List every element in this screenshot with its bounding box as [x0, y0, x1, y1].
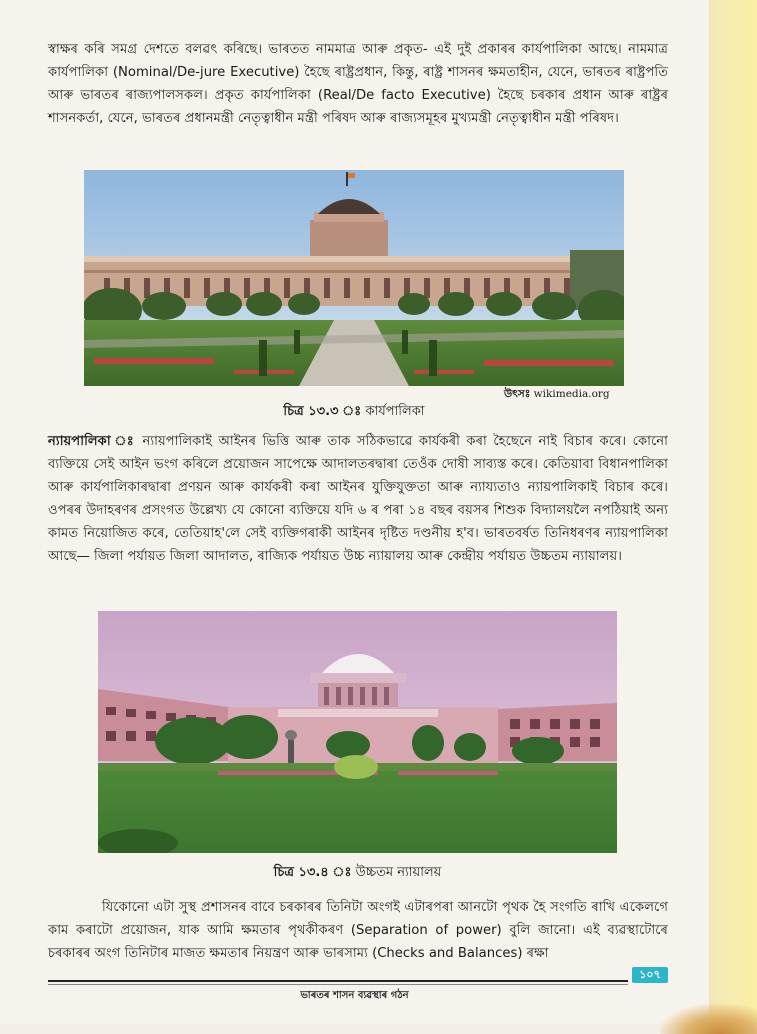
source-label: উৎসঃ: [504, 388, 531, 400]
running-footer: ভাৰতৰ শাসন ব্যৱস্থাৰ গঠন: [300, 990, 409, 1001]
photo-supreme-court: [98, 611, 617, 853]
page-number: ১০৭: [632, 967, 668, 983]
paragraph-executive: স্বাক্ষৰ কৰি সমগ্ৰ দেশতে বলৱৎ কৰিছে। ভাৰতত নামমাত্ৰ আৰু প্ৰকৃত- এই দুই প্ৰকাৰৰ কাৰ্যপালিকা আছে। নামমাত্ৰ কাৰ্যপালিকা (Nominal/De-jure Executive) হৈছে ৰাষ্ট্ৰপ্ৰধান, কিন্তু, ৰাষ্ট্ৰ শাসনৰ ক্ষমতাহীন, যেনে, ভাৰতৰ ৰাষ্ট্ৰপতি আৰু ভাৰতৰ ৰাজ্যপালসকল। প্ৰকৃত কাৰ্যপালিকা (Real/De facto Executive) হৈছে চৰকাৰ প্ৰধান আৰু ৰাষ্ট্ৰৰ শাসনকৰ্তা, যেনে, ভাৰতৰ প্ৰধানমন্ত্ৰী নেতৃত্বাধীন মন্ত্ৰী পৰিষদ আৰু ৰাজ্যসমূহৰ মুখ্যমন্ত্ৰী নেতৃত্বাধীন মন্ত্ৰী পৰিষদ।: [48, 42, 668, 126]
page-edge: [709, 0, 757, 1024]
figure-label-1: চিত্ৰ ১৩.৩ ঃ: [283, 404, 362, 419]
page-corner-shadow: [660, 1004, 757, 1034]
source-text: wikimedia.org: [530, 388, 610, 400]
figure-title-1: কাৰ্যপালিকা: [361, 404, 425, 419]
footer-divider-thin: [48, 984, 628, 985]
figure-caption-2: [98, 863, 617, 884]
figure-caption-1: [84, 402, 624, 423]
figure-title-2: উচ্চতম ন্যায়ালয়: [351, 865, 442, 880]
paragraph-separation-of-power: যিকোনো এটা সুস্থ প্ৰশাসনৰ বাবে চৰকাৰৰ তিনিটা অংগই এটাৰপৰা আনটো পৃথক হৈ সংগতি ৰাখি একেলগে কাম কৰাটো প্ৰয়োজন, যাক আমি ক্ষমতাৰ পৃথকীকৰণ (Separation of power) বুলি জানো। এই ব্যৱস্থাটোৰে চৰকাৰৰ অংগ তিনিটাৰ মাজত ক্ষমতাৰ নিয়ন্ত্ৰণ আৰু ভাৰসাম্য (Checks and Balances) ৰক্ষা: [48, 900, 668, 961]
judiciary-heading: ন্যায়পালিকা ঃ: [48, 434, 137, 449]
paragraph-judiciary: [48, 430, 668, 568]
judiciary-body: ন্যায়পালিকাই আইনৰ ভিত্তি আৰু তাক সঠিকভাৱে কাৰ্যকৰী কৰা হৈছেনে নাই বিচাৰ কৰে। কোনো ব্যক্তিয়ে সেই আইন ভংগ কৰিলে প্ৰয়োজন সাপেক্ষে আদালতৰদ্বাৰা তেওঁক দোষী সাব্যস্ত কৰে। কেতিয়াবা বিধানপালিকা আৰু কাৰ্যপালিকাৰদ্বাৰা প্ৰণয়ন আৰু কাৰ্যকৰী কৰা আইনৰ যুক্তিযুক্ততা আৰু ন্যায্যতাও ন্যায়পালিকাই বিচাৰ কৰে। ওপৰৰ উদাহৰণৰ প্ৰসংগত উল্লেখ্য যে কোনো ব্যক্তিয়ে যদি ৬ ৰ পৰা ১৪ বছৰ বয়সৰ শিশুক বিদ্যালয়লৈ নপঠিয়াই অন্য কামত নিয়োজিত কৰে, তেতিয়াহ'লে সেই ব্যক্তিগৰাকী আইনৰ দৃষ্টিত দণ্ডনীয় হ'ব। ভাৰতবৰ্ষত তিনিধৰণৰ ন্যায়পালিকা আছে— জিলা পৰ্যায়ত জিলা আদালত, ৰাজ্যিক পৰ্যায়ত উচ্চ ন্যায়ালয় আৰু কেন্দ্ৰীয় পৰ্যায়ত উচ্চতম ন্যায়ালয়।: [48, 434, 668, 564]
figure-label-2: চিত্ৰ ১৩.৪ ঃ: [273, 865, 352, 880]
footer-divider: [48, 980, 628, 982]
photo-rashtrapati-bhavan: [84, 170, 624, 386]
